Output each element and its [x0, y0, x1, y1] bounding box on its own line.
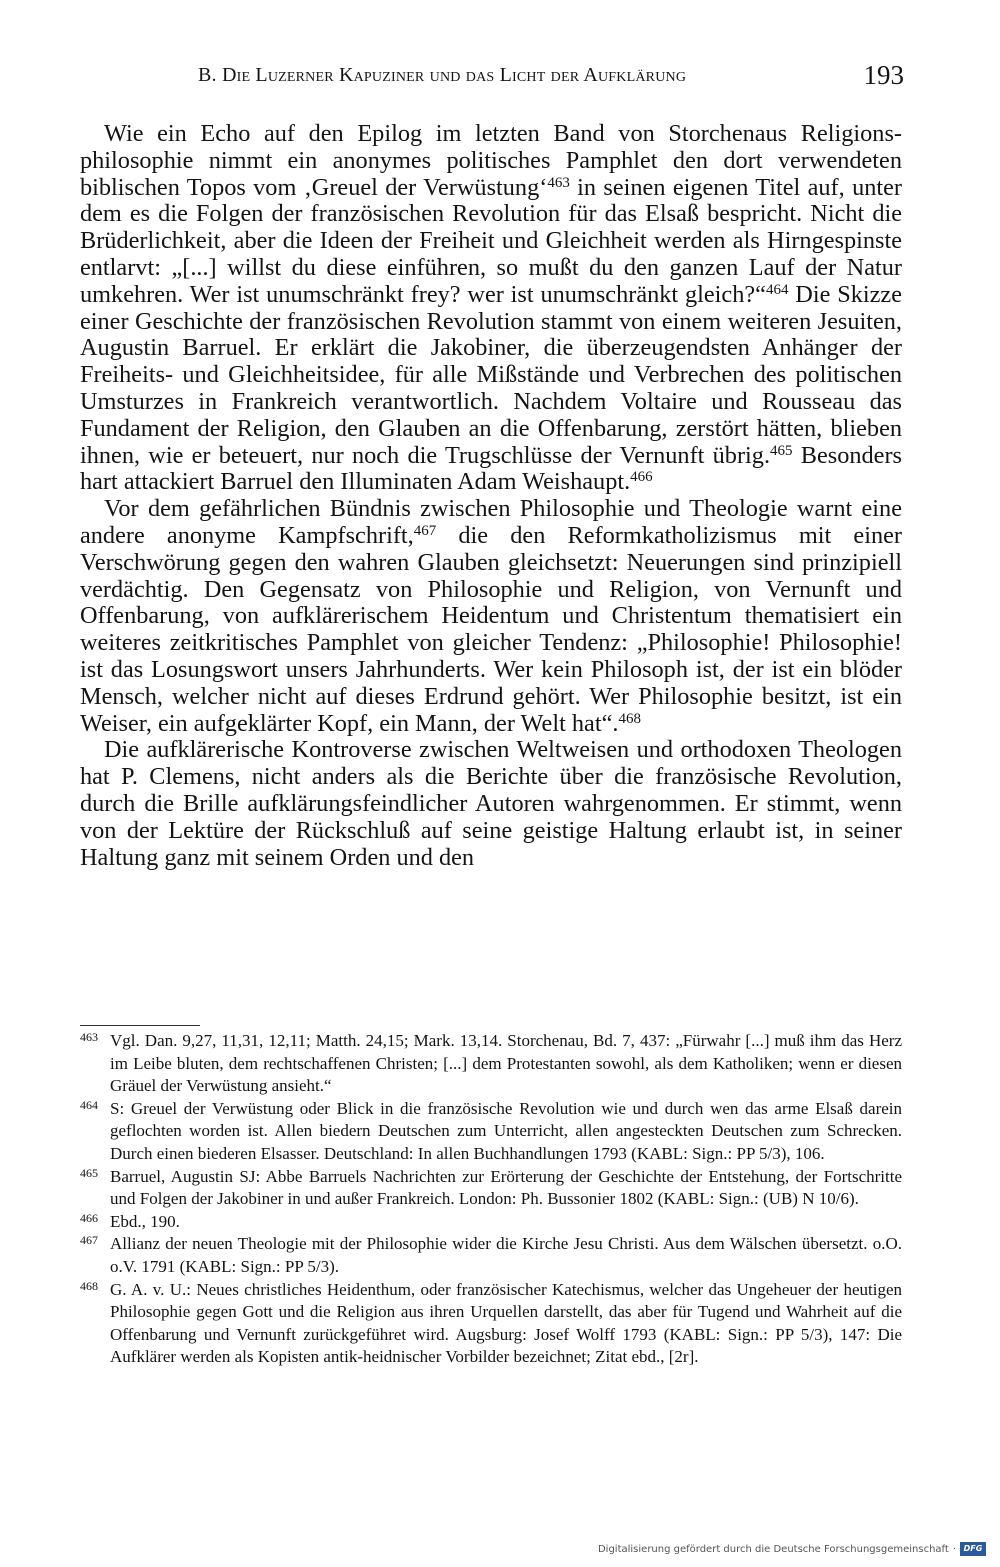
footnote-465: [80, 1166, 902, 1211]
paragraph-2-text-2: die den Reformkatholizismus mit einer Verschwörung gegen den wahren Glauben gleichsetzt: Neuerungen sind prinzipiell verdächtig. Den Gegensatz von Philosophie und Religion, von Vernunft und Offenbarung, von aufklärerischem Heidentum und Christentum thematisiert ein weiteres zeitkritisches Pamphlet von gleicher Tendenz: „Philosophie! Philosophie! ist das Losungswort unsers Jahrhunderts. Wer kein Philosoph ist, der ist ein blöder Mensch, welcher nicht auf dieses Erdrund gehört. Wer Philosophie besitzt, ist ein Weiser, ein aufgeklärter Kopf, ein Mann, der Welt hat“.: [80, 521, 902, 737]
footnote-number: 468: [80, 1278, 98, 1293]
footnote-text: G. A. v. U.: Neues christliches Heidenthum, oder französischer Katechismus, welcher das Ungeheuer der heutigen Philosophie gegen Gott und die Religion aus ihren Urquellen darstellt, das aber für Tugend und Wahrheit auf die Offenbarung und Vernunft zurückgeführet wird. Augsburg: Josef Wolff 1793 (KABL: Sign.: PP 5/3), 147: Die Aufklärer werden als Kopisten antik-heidnischer Vorbilder bezeichnet; Zitat ebd., [2r].: [110, 1279, 902, 1367]
footnote-text: S: Greuel der Verwüstung oder Blick in die französische Revolution wie und durch wen das arme Elsaß darein geflochten worden ist. Allen biedern Deutschen zum Unterricht, allen angesteckten Deutschen zum Schrecken. Durch einen biederen Elsasser. Deutschland: In allen Buchhandlungen 1793 (KABL: Sign.: PP 5/3), 106.: [110, 1098, 902, 1163]
footnote-number: 467: [80, 1233, 98, 1248]
footnote-number: 464: [80, 1097, 98, 1112]
paragraph-3: [80, 737, 902, 871]
paragraph-1-text-1: Wie ein Echo auf den Epilog im letzten Band von Storchenaus Religionsphilosophie nimmt ein anonymes politisches Pamphlet den dort verwendeten biblischen Topos vom ‚Greuel der Verwüstung‘: [80, 120, 902, 201]
footnote-464: [80, 1098, 902, 1166]
footnote-text: Barruel, Augustin SJ: Abbe Barruels Nachrichten zur Erörterung der Geschichte der Entstehung, der Fortschritte und Folgen der Jakobiner in und außer Frankreich. London: Ph. Bussonier 1802 (KABL: Sign.: (UB) N 10/6).: [110, 1166, 902, 1209]
paragraph-2-text-1: Vor dem gefährlichen Bündnis zwischen Philosophie und Theologie warnt eine andere anonyme Kampfschrift,: [80, 495, 902, 549]
main-text: [80, 121, 902, 871]
footnote-ref-468[interactable]: 468: [618, 710, 641, 727]
paragraph-1: [80, 121, 902, 496]
footnote-ref-465[interactable]: 465: [770, 442, 793, 459]
footnote-467: [80, 1233, 902, 1278]
dfg-logo: DFG: [960, 1542, 986, 1556]
paragraph-1-text-4: Besonders hart attackiert Barruel den Illuminaten Adam Weishaupt.: [80, 441, 903, 496]
paragraph-2: [80, 496, 902, 737]
footnote-ref-466[interactable]: 466: [630, 469, 653, 486]
footnote-number: 466: [80, 1210, 98, 1225]
footnotes: [80, 1030, 902, 1369]
footnote-ref-464[interactable]: 464: [765, 281, 789, 298]
footnote-ref-463[interactable]: 463: [547, 174, 570, 191]
footnote-text: Allianz der neuen Theologie mit der Philosophie wider die Kirche Jesu Christi. Aus dem Wälschen übersetzt. o.O. o.V. 1791 (KABL: Sign.: PP 5/3).: [110, 1234, 902, 1276]
digitization-credit-text: Digitalisierung gefördert durch die Deutsche Forschungsgemeinschaft: [597, 1543, 949, 1555]
footnote-ref-467[interactable]: 467: [413, 522, 437, 539]
paragraph-1-text-3: Die Skizze einer Geschichte der französischen Revolution stammt von einem weiteren Jesuiten, Augustin Barruel. Er erklärt die Jakobiner, die überzeugendsten Anhänger der Freiheits- und Gleichheitsidee, für alle Mißstände und Verbrechen des politischen Umsturzes in Frankreich verantwortlich. Nachdem Voltaire und Rousseau das Fundament der Religion, den Glauben an die Offenbarung, zerstört hätten, blieben ihnen, wie er beteuert, nur noch die Trugschlüsse der Vernunft übrig.: [80, 280, 902, 469]
digitization-credit: Digitalisierung gefördert durch die Deutsche Forschungsgemeinschaft · DFG: [598, 1540, 986, 1558]
paragraph-1-text-2: in seinen eigenen Titel auf, unter dem es die Folgen der französischen Revolution für das Elsaß bespricht. Nicht die Brüderlichkeit, aber die Ideen der Freiheit und Gleichheit werden als Hirngespinste entlarvt: „[...] willst du diese einführen, so mußt du den ganzen Lauf der Natur umkehren. Wer ist unumschränkt frey? wer ist unumschränkt gleich?“: [80, 173, 902, 308]
running-header: [198, 60, 904, 94]
footnote-468: [80, 1279, 902, 1369]
page-number: 193: [863, 60, 904, 90]
running-title: B. Die Luzerner Kapuziner und das Licht der Aufklärung: [198, 64, 687, 86]
footnote-number: 465: [80, 1165, 98, 1180]
footnote-text: Vgl. Dan. 9,27, 11,31, 12,11; Matth. 24,15; Mark. 13,14. Storchenau, Bd. 7, 437: „Fürwahr [...] muß ihm das Herz im Leibe bluten, dem rechtschaffenen Christen; [...] dem Protestanten sowohl, als dem Katholiken; wenn er diesen Gräuel der Verwüstung ansieht.“: [110, 1031, 902, 1096]
footnote-text: Ebd., 190.: [110, 1211, 180, 1231]
footnote-463: [80, 1030, 902, 1098]
paragraph-3-text-1: Die aufklärerische Kontroverse zwischen Weltweisen und orthodoxen Theologen hat P. Clemens, nicht anders als die Berichte über die französische Revolution, durch die Brille aufklärungsfeindlicher Autoren wahrgenommen. Er stimmt, wenn von der Lektüre der Rückschluß auf seine geistige Haltung erlaubt ist, in seiner Haltung ganz mit seinem Orden und den: [80, 736, 902, 871]
footnote-number: 463: [80, 1030, 98, 1044]
footnote-466: [80, 1211, 902, 1234]
footnote-divider: [80, 1025, 200, 1026]
